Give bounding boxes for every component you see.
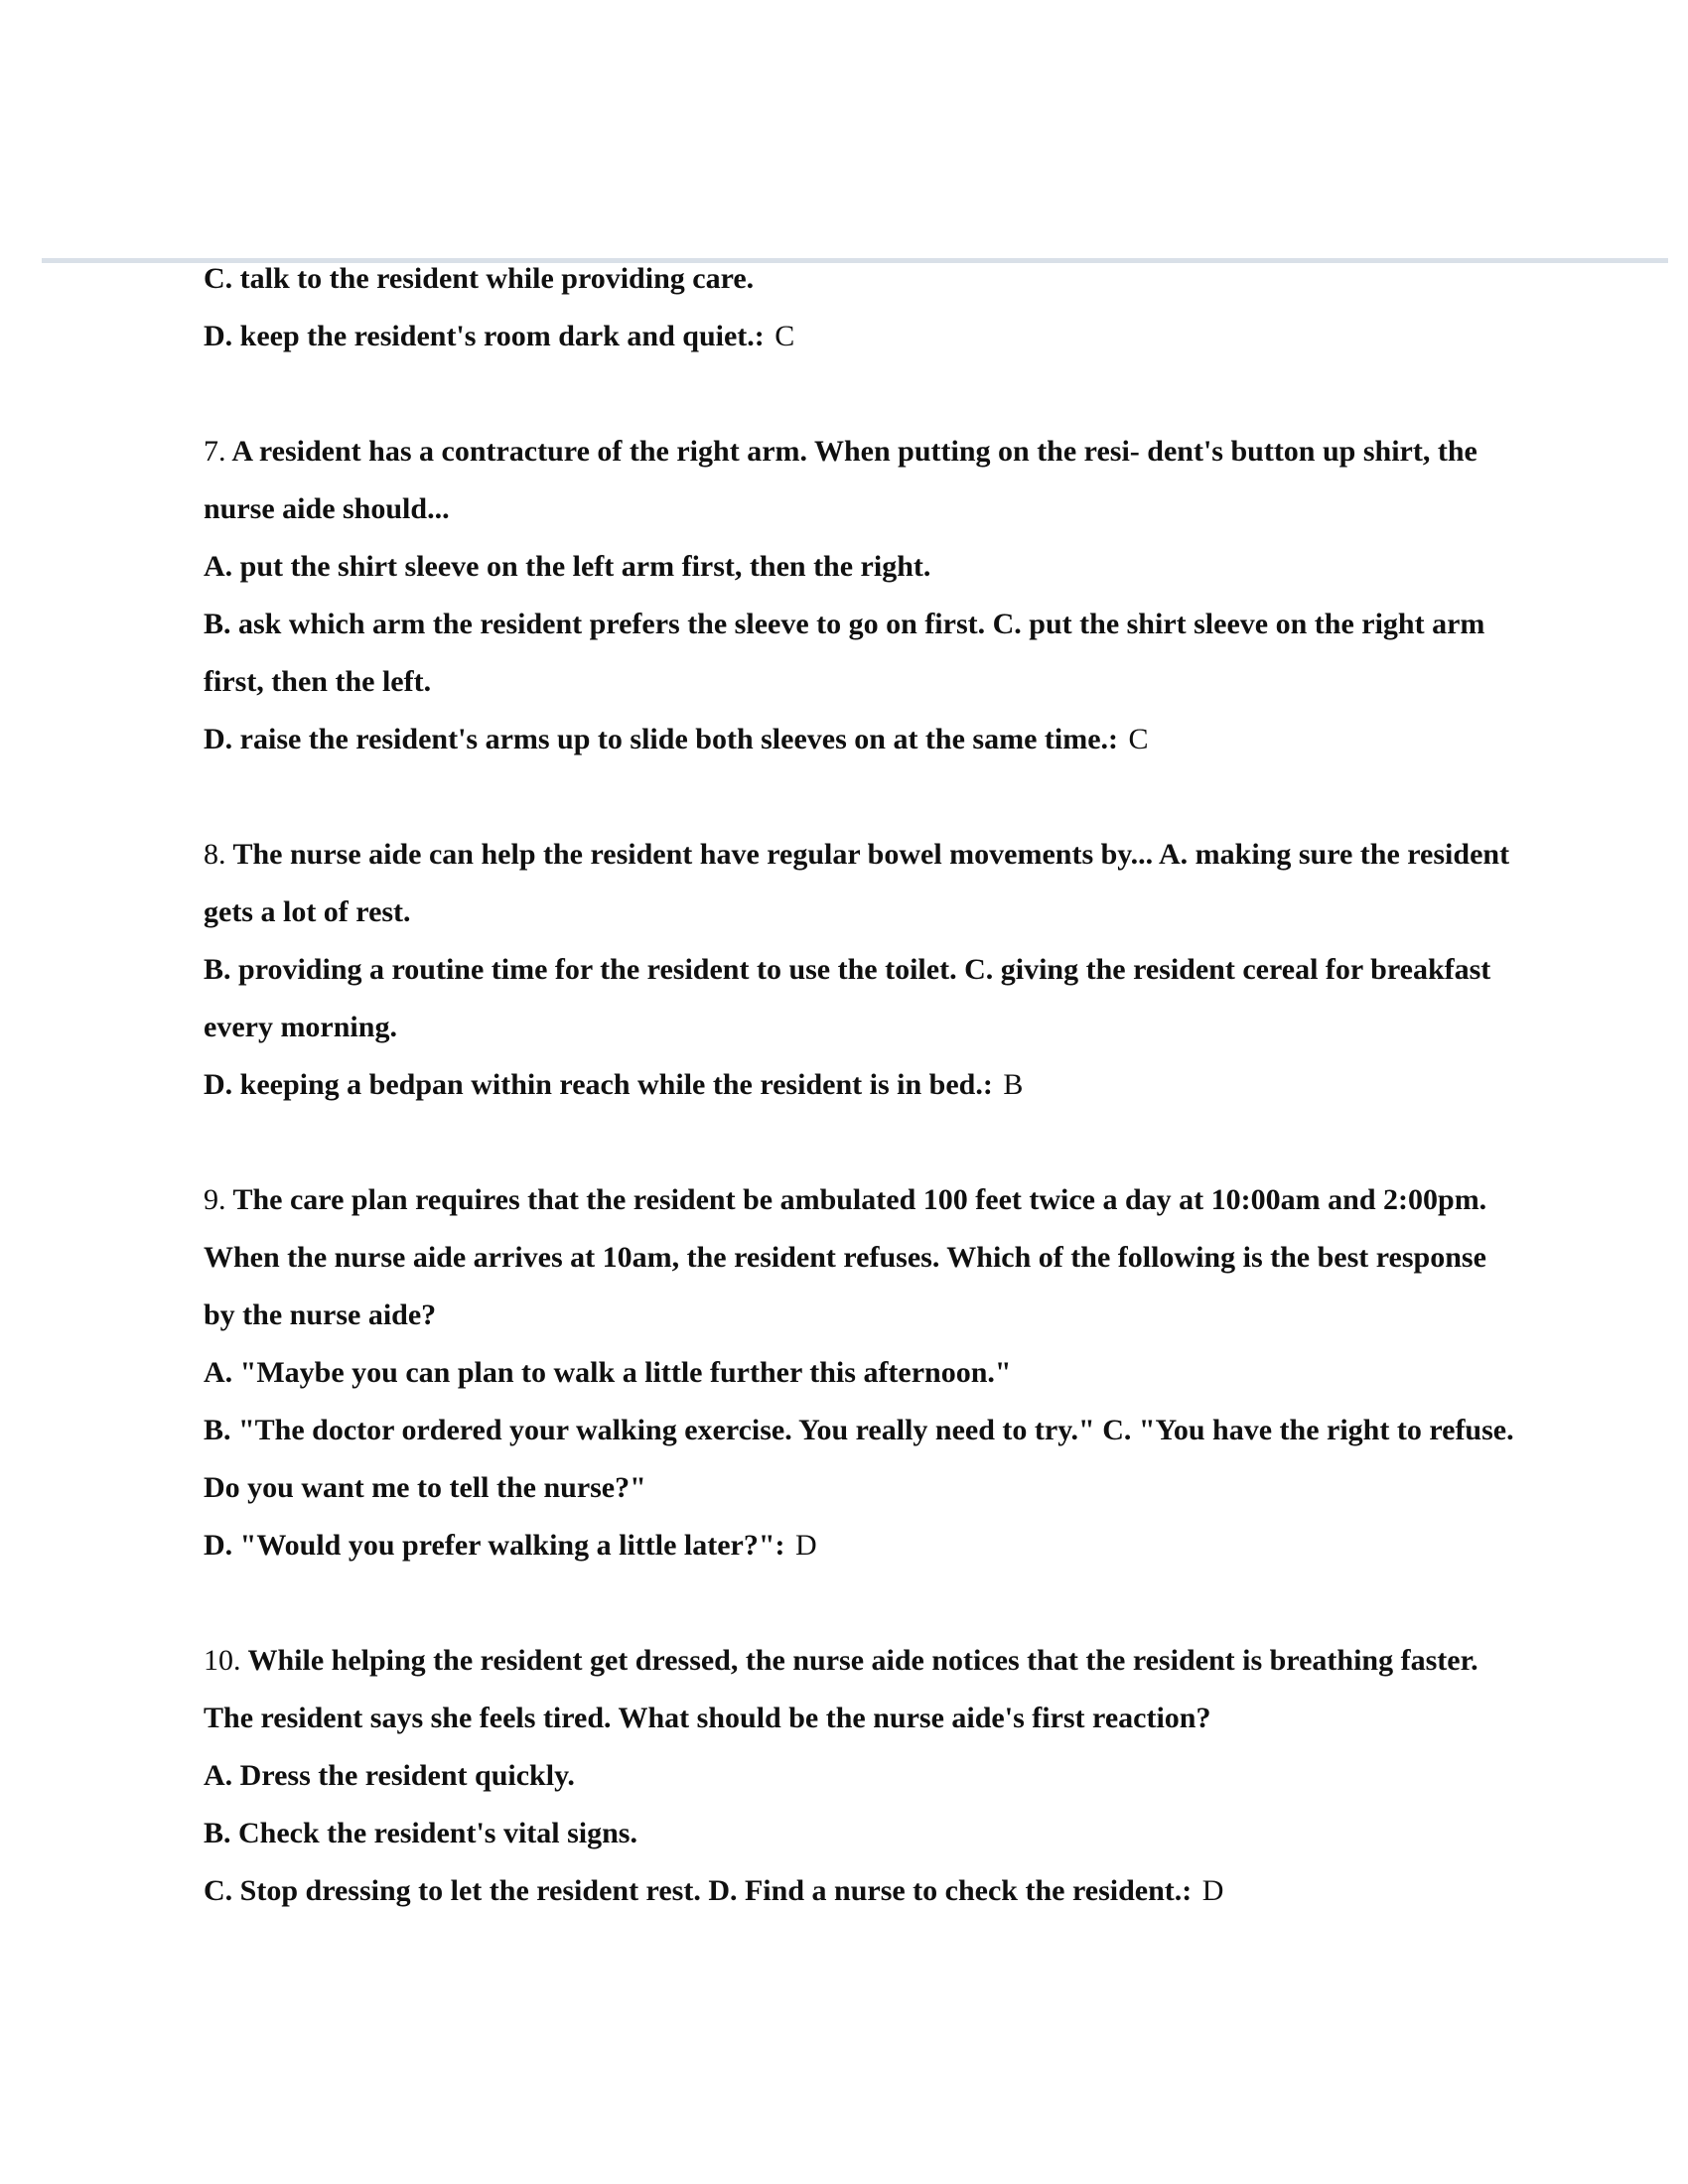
question-number: 10. [204,1644,241,1677]
question-text: While helping the resident get dressed, the nurse aide notices that the resident is breathing faster. The resident says she feels tired. What should be the nurse aide's first reaction? [204,1644,1478,1734]
question-block [204,250,1524,365]
option-line [204,1517,1524,1574]
question-line [204,1632,1524,1747]
option-text: B. "The doctor ordered your walking exercise. You really need to try." C. "You have the right to refuse. Do you want me to tell the nurse?" [204,1414,1514,1504]
option-line [204,941,1524,1056]
option-text: A. put the shirt sleeve on the left arm first, then the right. [204,550,931,583]
question-line [204,423,1524,538]
option-line [204,250,1524,308]
question-block [204,1171,1524,1574]
question-text: The care plan requires that the resident be ambulated 100 feet twice a day at 10:00am and 2:00pm. When the nurse aide arrives at 10am, the resident refuses. Which of the following is the best response by the nurse aide? [204,1183,1487,1331]
option-text: D. raise the resident's arms up to slide both sleeves on at the same time.: [204,723,1119,755]
option-line [204,1056,1524,1114]
option-text: A. "Maybe you can plan to walk a little further this afternoon." [204,1356,1012,1389]
question-line [204,1171,1524,1344]
option-text: C. Stop dressing to let the resident rest. D. Find a nurse to check the resident.: [204,1874,1193,1907]
document-text-column [204,250,1524,1978]
answer-key: C [774,320,795,352]
question-number: 9. [204,1183,226,1216]
option-line [204,1862,1524,1920]
option-text: C. talk to the resident while providing care. [204,262,755,295]
option-text: D. keeping a bedpan within reach while the resident is in bed.: [204,1068,993,1101]
option-text: B. ask which arm the resident prefers the sleeve to go on first. C. put the shirt sleeve on the right arm first, then the left. [204,608,1485,698]
question-number: 7. [204,435,226,468]
question-block [204,826,1524,1114]
answer-key: D [795,1529,817,1562]
option-line [204,1805,1524,1862]
option-text: A. Dress the resident quickly. [204,1759,575,1792]
option-text: B. Check the resident's vital signs. [204,1817,637,1849]
option-text: D. "Would you prefer walking a little later?": [204,1529,785,1562]
option-line [204,596,1524,711]
answer-key: C [1128,723,1149,755]
question-block [204,1632,1524,1920]
option-line [204,1344,1524,1402]
option-line [204,1402,1524,1517]
option-line [204,711,1524,768]
answer-key: D [1201,1874,1224,1907]
question-text: A resident has a contracture of the right arm. When putting on the resi- dent's button up shirt, the nurse aide should... [204,435,1477,525]
option-line [204,538,1524,596]
option-text: B. providing a routine time for the resident to use the toilet. C. giving the resident cereal for breakfast every morning. [204,953,1491,1043]
question-number: 8. [204,838,226,871]
option-line [204,308,1524,365]
question-text: The nurse aide can help the resident have regular bowel movements by... A. making sure the resident gets a lot of rest. [204,838,1510,928]
answer-key: B [1003,1068,1024,1101]
question-line [204,826,1524,941]
option-text: D. keep the resident's room dark and quiet.: [204,320,765,352]
question-block [204,423,1524,768]
option-line [204,1747,1524,1805]
